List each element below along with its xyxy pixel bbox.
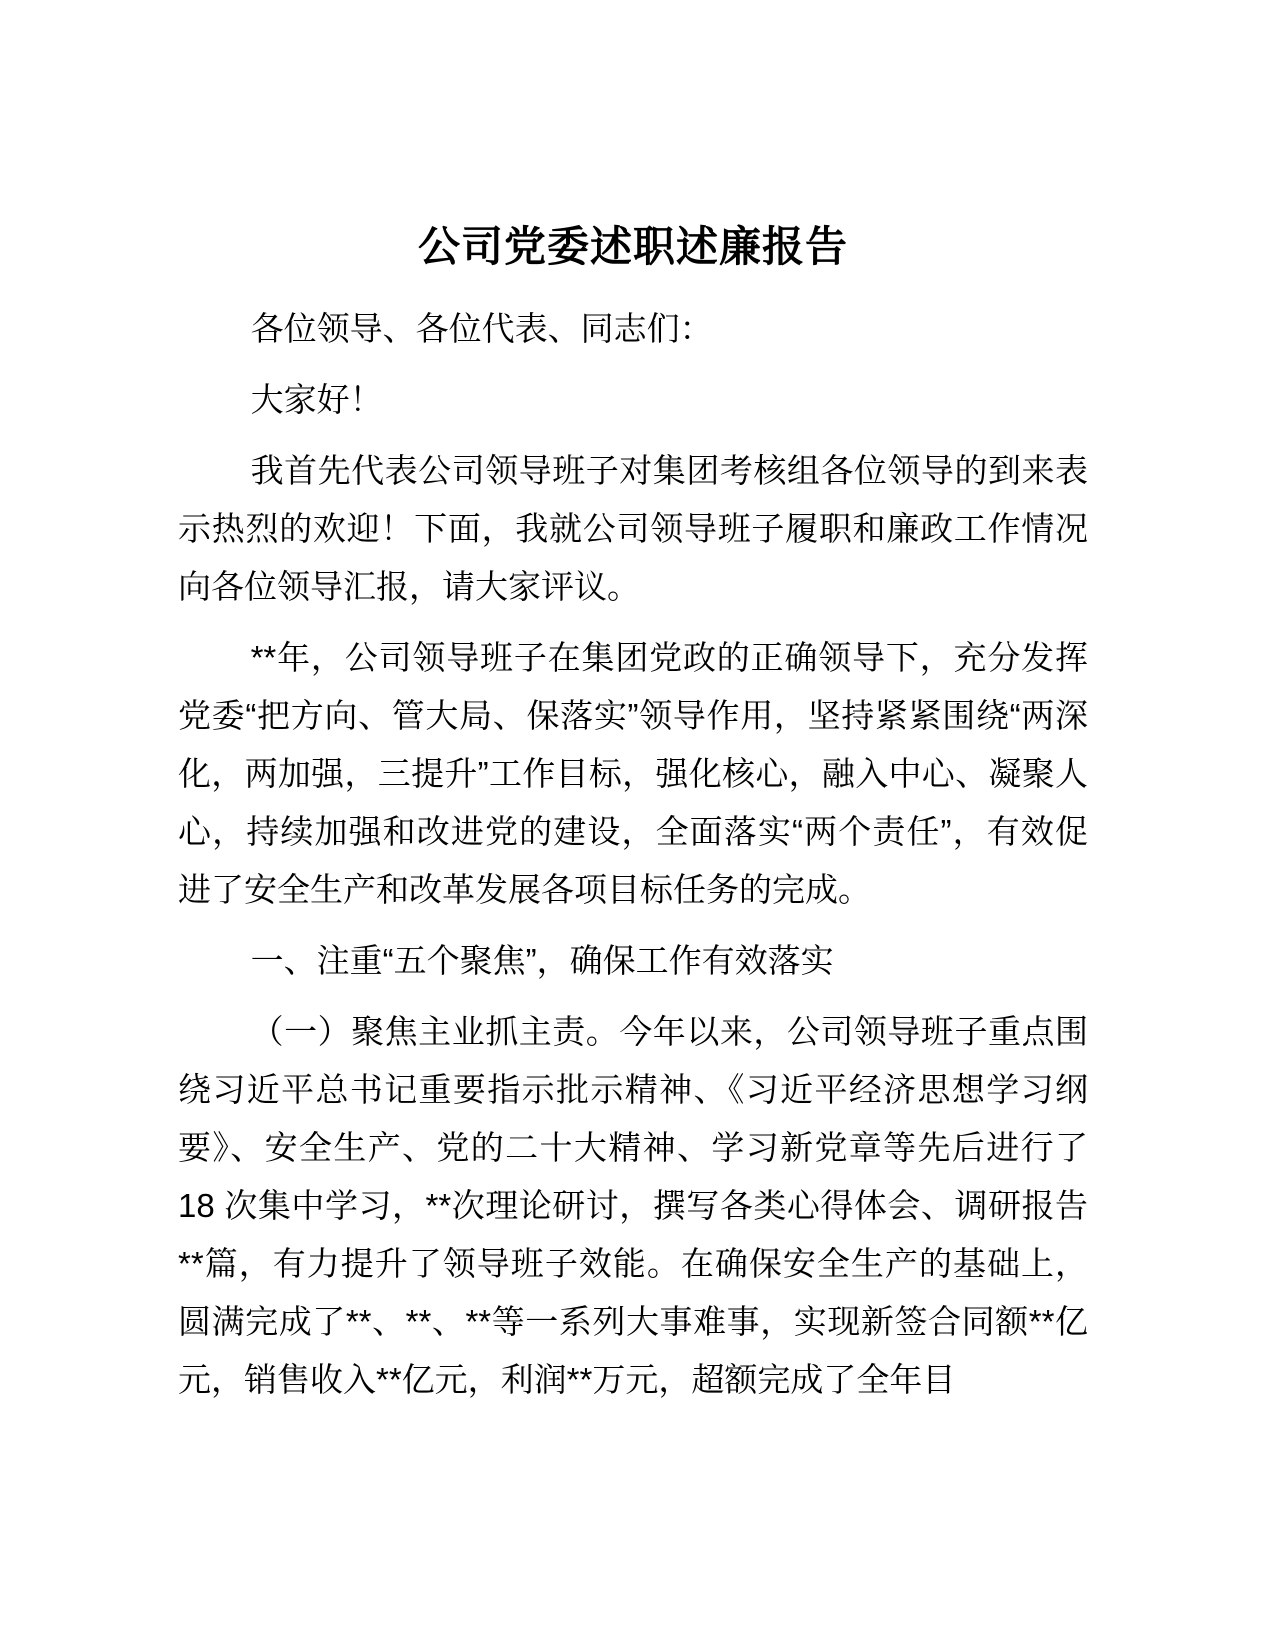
document-content [178, 0, 1088, 1409]
paragraph-overview: **年，公司领导班子在集团党政的正确领导下，充分发挥党委“把方向、管大局、保落实”领导作用，坚持紧紧围绕“两深化，两加强，三提升”工作目标，强化核心，融入中心、凝聚人心，持续加强和改进党的建设，全面落实“两个责任”，有效促进了安全生产和改革发展各项目标任务的完成。 [178, 639, 1088, 908]
paragraph-introduction: 我首先代表公司领导班子对集团考核组各位领导的到来表示热烈的欢迎！下面，我就公司领导班子履职和廉政工作情况向各位领导汇报，请大家评议。 [178, 452, 1088, 605]
paragraph-greeting: 大家好！ [250, 381, 383, 418]
paragraph-subsection-1: （一）聚焦主业抓主责。今年以来，公司领导班子重点围绕习近平总书记重要指示批示精神、《习近平经济思想学习纲要》、安全生产、党的二十大精神、学习新党章等先后进行了 18 次集中学习，**次理论研讨，撰写各类心得体会、调研报告**篇，有力提升了领导班子效能。在确保安全生产的基础上，圆满完成了**、**、**等一系列大事难事，实现新签合同额**亿元，销售收入**亿元，利润**万元，超额完成了全年目 [178, 1013, 1088, 1398]
paragraph-salutation: 各位领导、各位代表、同志们： [250, 310, 713, 347]
section-heading-1: 一、注重“五个聚焦”，确保工作有效落实 [250, 942, 834, 979]
document-title: 公司党委述职述廉报告 [417, 223, 848, 270]
